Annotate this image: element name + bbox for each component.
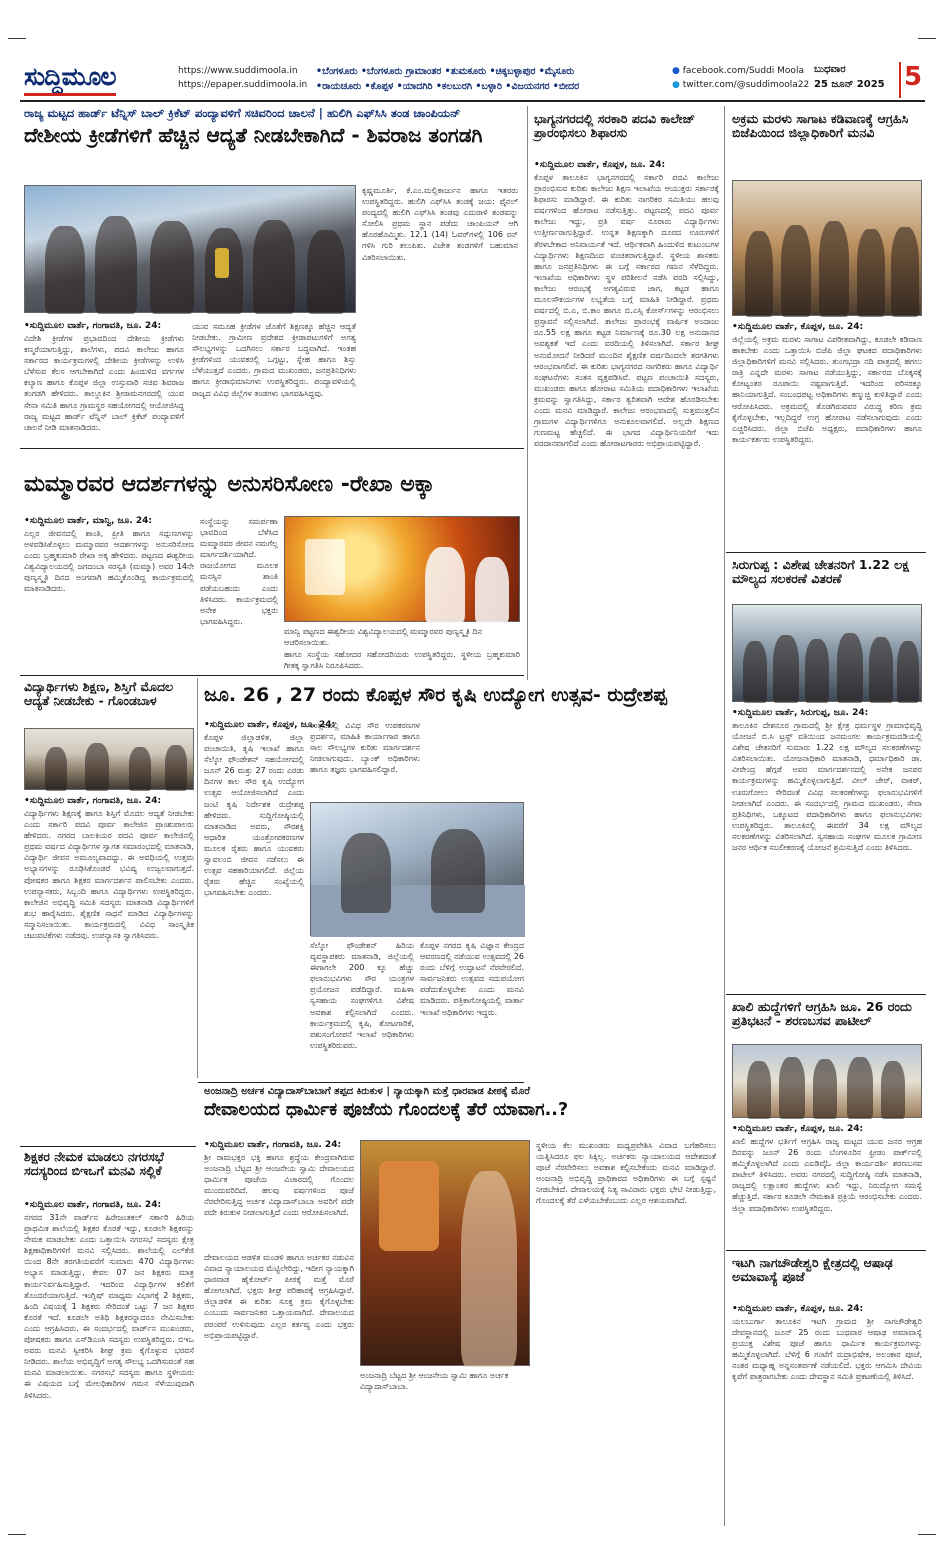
a8-body: ಜಿಲ್ಲೆಯಲ್ಲಿ ಅಕ್ರಮ ಮರಳು ಸಾಗಾಟ ವಿಪರೀತವಾಗಿದ್ದು, ಕೂಡಲೇ ಕಡಿವಾಣ ಹಾಕಬೇಕು ಎಂದು ಒತ್ತಾಯಿಸಿ ಬಿಜೆಪಿ ಜಿಲ್ಲಾ ಘಟಕದ ಪದಾಧಿಕಾರಿಗಳು ಜಿಲ್ಲಾಧಿಕಾರಿಗಳಿಗೆ ಮನವಿ ಸಲ್ಲಿಸಿದರು. ತುಂಗಭದ್ರಾ ನದಿ ಪಾತ್ರದಲ್ಲಿ ಹಗಲು ರಾತ್ರಿ ಎನ್ನದೇ ಮರಳು ಸಾಗಾಟ ನಡೆಯುತ್ತಿದ್ದು, ಸರ್ಕಾರದ ಬೊಕ್ಕಸಕ್ಕೆ ಕೋಟ್ಯಂತರ ರೂಪಾಯಿ ನಷ್ಟವಾಗುತ್ತಿದೆ. ಇದರಿಂದ ಪರಿಸರಕ್ಕೂ ಹಾನಿಯಾಗುತ್ತಿದೆ. ಸಂಬಂಧಪಟ್ಟ ಅಧಿಕಾರಿಗಳು ಕಣ್ಮುಚ್ಚಿ ಕುಳಿತಿದ್ದಾರೆ ಎಂದು ಆರೋಪಿಸಿದರು. ಅಕ್ರಮದಲ್ಲಿ ತೊಡಗಿರುವವರ ವಿರುದ್ಧ ಕಠಿಣ ಕ್ರಮ ಕೈಗೊಳ್ಳಬೇಕು, ಇಲ್ಲದಿದ್ದರೆ ಉಗ್ರ ಹೋರಾಟ ನಡೆಸಲಾಗುವುದು ಎಂದು ಎಚ್ಚರಿಸಿದರು. ಜಿಲ್ಲಾ ಬಿಜೆಪಿ ಅಧ್ಯಕ್ಷರು, ಪದಾಧಿಕಾರಿಗಳು ಹಾಗೂ ಕಾರ್ಯಕರ್ತರು ಉಪಸ್ಥಿತರಿದ್ದರು. xyxy=(732,335,922,444)
a2-bottom-rule xyxy=(20,675,524,676)
a8-byline: •ಸುದ್ದಿಮೂಲ ವಾರ್ತೆ, ಕೊಪ್ಪಳ, ಜೂ. 24: xyxy=(732,322,864,332)
a5-col3: ಸ್ಥಳೀಯ ಕೆಲ ಮುಖಂಡರು ಮಧ್ಯಪ್ರವೇಶಿಸಿ ವಿವಾದ ಬಗೆಹರಿಸಲು ಯತ್ನಿಸಿದರೂ ಫಲ ಸಿಕ್ಕಿಲ್ಲ. ಅರ್ಚಕರು ನ್ಯಾಯಾಲಯದ ಆದೇಶದಂತೆ ಪೂಜೆ ನೆರವೇರಿಸಲು ಅವಕಾಶ ಕಲ್ಪಿಸಬೇಕೆಂದು ಮನವಿ ಮಾಡಿದ್ದಾರೆ. ಅಂಜನಾದ್ರಿ ಅಭಿವೃದ್ಧಿ ಪ್ರಾಧಿಕಾರದ ಅಧಿಕಾರಿಗಳು ಈ ಬಗ್ಗೆ ಸ್ಪಷ್ಟನೆ ನೀಡಬೇಕಿದೆ. ದೇವಾಲಯಕ್ಕೆ ನಿತ್ಯ ಸಾವಿರಾರು ಭಕ್ತರು ಭೇಟಿ ನೀಡುತ್ತಿದ್ದು, ಗೊಂದಲಕ್ಕೆ ತೆರೆ ಎಳೆಯಬೇಕೆಂಬುದು ಎಲ್ಲರ ಆಶಯವಾಗಿದೆ. xyxy=(536,1141,716,1206)
a2-caption: ಮಾನ್ವಿ ಪಟ್ಟಣದ ಈಶ್ವರೀಯ ವಿಶ್ವವಿದ್ಯಾಲಯದಲ್ಲಿ ಮಮ್ಮಾರವರ ಪುಣ್ಯಸ್ಮೃತಿ ದಿನ ಆಚರಿಸಲಾಯಿತು. xyxy=(284,627,483,647)
a9-bottom-rule xyxy=(726,994,926,995)
a5-caption: ಅಂಜನಾದ್ರಿ ಬೆಟ್ಟದ ಶ್ರೀ ಆಂಜನೇಯ ಸ್ವಾಮಿ ಹಾಗೂ ಅರ್ಚಕ ವಿದ್ಯಾದಾಸ್‌ಬಾಬಾ. xyxy=(360,1371,509,1391)
a4-col1: ಕೊಪ್ಪಳ ಜಿಲ್ಲಾಡಳಿತ, ಜಿಲ್ಲಾ ಪಂಚಾಯಿತಿ, ಕೃಷಿ ಇಲಾಖೆ ಹಾಗೂ ಸೆಲ್ಕೋ ಫೌಂಡೇಶನ್ ಸಹಯೋಗದಲ್ಲಿ ಜೂನ್ 26 ಮತ್ತು 27 ರಂದು ಎರಡು ದಿನಗಳ ಕಾಲ ಸೌರ ಕೃಷಿ ಉದ್ಯೋಗ ಉತ್ಸವ ಆಯೋಜಿಸಲಾಗಿದೆ ಎಂದು ಜಂಟಿ ಕೃಷಿ ನಿರ್ದೇಶಕ ರುದ್ರೇಶಪ್ಪ ಹೇಳಿದರು. ಸುದ್ದಿಗೋಷ್ಠಿಯಲ್ಲಿ ಮಾತನಾಡಿದ ಅವರು, ಸೌರಶಕ್ತಿ ಆಧಾರಿತ ಯಂತ್ರೋಪಕರಣಗಳ ಮೂಲಕ ರೈತರು ಹಾಗೂ ಯುವಕರು ಸ್ವಾವಲಂಬಿ ಜೀವನ ನಡೆಸಲು ಈ ಉತ್ಸವ ಸಹಕಾರಿಯಾಗಲಿದೆ. ಜಿಲ್ಲೆಯ ರೈತರು ಹೆಚ್ಚಿನ ಸಂಖ್ಯೆಯಲ್ಲಿ ಭಾಗವಹಿಸಬೇಕು ಎಂದರು. xyxy=(204,733,304,898)
a9-headline: ಸಿರುಗುಪ್ಪ : ವಿಶೇಷ ಚೇತನರಿಗೆ 1.22 ಲಕ್ಷ ಮೌಲ್ಯದ ಸಲಕರಣೆ ವಿತರಣೆ xyxy=(732,557,909,587)
a7-byline: •ಸುದ್ದಿಮೂಲ ವಾರ್ತೆ, ಕೊಪ್ಪಳ, ಜೂ. 24: xyxy=(534,160,666,170)
twitter-icon: ● xyxy=(672,80,680,90)
a4-col3: ಸೆಲ್ಕೋ ಫೌಂಡೇಶನ್ ಹಿರಿಯ ವ್ಯವಸ್ಥಾಪಕರು ಮಾತನಾಡಿ, ಜಿಲ್ಲೆಯಲ್ಲಿ ಈಗಾಗಲೇ 200 ಕ್ಕೂ ಹೆಚ್ಚು ಫಲಾನುಭವಿಗಳು ಸೌರ ಯಂತ್ರಗಳ ಪ್ರಯೋಜನ ಪಡೆದಿದ್ದಾರೆ. ಮಹಿಳಾ ಸ್ವಸಹಾಯ ಸಂಘಗಳಿಗೂ ವಿಶೇಷ ಅವಕಾಶ ಕಲ್ಪಿಸಲಾಗಿದೆ ಎಂದರು. ಕಾರ್ಯಕ್ರಮದಲ್ಲಿ ಕೃಷಿ, ತೋಟಗಾರಿಕೆ, ಪಶುಸಂಗೋಪನೆ ಇಲಾಖೆ ಅಧಿಕಾರಿಗಳು ಉಪಸ್ಥಿತರಿರುವರು. xyxy=(310,941,414,1050)
a3-col-divider xyxy=(197,678,198,1078)
a1-col-right xyxy=(362,185,518,441)
a6-headline: ಶಿಕ್ಷಕರ ನೇಮಕ ಮಾಡಲು ನಗರಸಭೆ ಸದಸ್ಯರಿಂದ ಬಿಇಒಗೆ ಮನವಿ ಸಲ್ಲಿಕೆ xyxy=(24,1149,164,1179)
a2-photo xyxy=(284,516,520,622)
a4-headline: ಜೂ. 26 , 27 ರಂದು ಕೊಪ್ಪಳ ಸೌರ ಕೃಷಿ ಉದ್ಯೋಗ ಉತ್ಸವ- ರುದ್ರೇಶಪ್ಪ xyxy=(204,684,667,706)
a1-photo xyxy=(24,185,356,313)
issue-date xyxy=(814,62,885,92)
a1-bottom-rule xyxy=(20,448,524,449)
a2-headline: ಮಮ್ಮಾರವರ ಆದರ್ಶಗಳನ್ನು ಅನುಸರಿಸೋಣ -ರೇಖಾ ಅಕ್ಕಾ xyxy=(24,472,435,497)
a6-top-rule xyxy=(20,1146,196,1147)
a4-col4: ಕೊಪ್ಪಳ ನಗರದ ಕೃಷಿ ವಿಜ್ಞಾನ ಕೇಂದ್ರದ ಆವರಣದಲ್ಲಿ ನಡೆಯುವ ಉತ್ಸವದಲ್ಲಿ 26 ರಂದು ಬೆಳಿಗ್ಗೆ ಉದ್ಘಾಟನೆ ನೆರವೇರಲಿದೆ. ಸಾರ್ವಜನಿಕರು ಉತ್ಸವದ ಸದುಪಯೋಗ ಪಡೆದುಕೊಳ್ಳಬೇಕು ಎಂದು ಮನವಿ ಮಾಡಿದರು. ಪತ್ರಿಕಾಗೋಷ್ಠಿಯಲ್ಲಿ ವಾರ್ತಾ ಇಲಾಖೆ ಅಧಿಕಾರಿಗಳು ಇದ್ದರು. xyxy=(420,941,524,1017)
a5-col2: ದೇವಾಲಯದ ಆಡಳಿತ ಮಂಡಳಿ ಹಾಗೂ ಅರ್ಚಕರ ನಡುವಿನ ವಿವಾದ ನ್ಯಾಯಾಲಯದ ಮೆಟ್ಟಿಲೇರಿದ್ದು, ಇದೀಗ ನ್ಯಾಯಕ್ಕಾಗಿ ಧಾರವಾಡ ಹೈಕೋರ್ಟ್ ಪೀಠಕ್ಕೆ ಮತ್ತೆ ಮೊರೆ ಹೋಗಲಾಗಿದೆ. ಭಕ್ತರು ಶೀಘ್ರ ಪರಿಹಾರಕ್ಕೆ ಆಗ್ರಹಿಸಿದ್ದಾರೆ. ಜಿಲ್ಲಾಡಳಿತ ಈ ಕುರಿತು ಸೂಕ್ತ ಕ್ರಮ ಕೈಗೊಳ್ಳಬೇಕು ಎಂಬುದು ಸಾರ್ವಜನಿಕರ ಒತ್ತಾಯವಾಗಿದೆ. ದೇವಾಲಯದ ಪರಂಪರೆ ಉಳಿಸುವುದು ಎಲ್ಲರ ಕರ್ತವ್ಯ ಎಂದು ಭಕ್ತರು ಅಭಿಪ್ರಾಯಪಟ್ಟಿದ್ದಾರೆ. xyxy=(204,1253,354,1340)
page-number: 5 xyxy=(899,62,925,98)
masthead xyxy=(0,0,945,100)
issue-day: ಬುಧವಾರ xyxy=(814,64,846,75)
a4-photo xyxy=(310,802,524,936)
col-divider-right xyxy=(724,106,725,1526)
facebook-icon: ● xyxy=(672,66,680,76)
a6-body: ನಗರದ 31ನೇ ವಾರ್ಡ್‌ನ ಹಿರೇಜಂತಕಲ್ ಸರ್ಕಾರಿ ಹಿರಿಯ ಪ್ರಾಥಮಿಕ ಶಾಲೆಯಲ್ಲಿ ಶಿಕ್ಷಕರ ಕೊರತೆ ಇದ್ದು, ಕೂಡಲೇ ಶಿಕ್ಷಕರನ್ನು ನೇಮಕ ಮಾಡಬೇಕು ಎಂದು ಒತ್ತಾಯಿಸಿ ನಗರಸಭೆ ಸದಸ್ಯರು ಕ್ಷೇತ್ರ ಶಿಕ್ಷಣಾಧಿಕಾರಿಗಳಿಗೆ ಮನವಿ ಸಲ್ಲಿಸಿದರು. ಶಾಲೆಯಲ್ಲಿ ಎಲ್‌ಕೆಜಿ ಯಿಂದ 8ನೇ ತರಗತಿಯವರೆಗೆ ಸುಮಾರು 470 ವಿದ್ಯಾರ್ಥಿಗಳು ಅಭ್ಯಾಸ ಮಾಡುತ್ತಿದ್ದು, ಕೇವಲ 07 ಜನ ಶಿಕ್ಷಕರು ಮಾತ್ರ ಕಾರ್ಯನಿರ್ವಹಿಸುತ್ತಿದ್ದಾರೆ. ಇದರಿಂದ ವಿದ್ಯಾರ್ಥಿಗಳ ಕಲಿಕೆಗೆ ತೊಂದರೆಯಾಗುತ್ತಿದೆ. ಇಂಗ್ಲಿಷ್ ಮಾಧ್ಯಮ ವಿಭಾಗಕ್ಕೆ 2 ಶಿಕ್ಷಕರು, ಹಿಂದಿ ವಿಷಯಕ್ಕೆ 1 ಶಿಕ್ಷಕರು ಸೇರಿದಂತೆ ಒಟ್ಟು 7 ಜನ ಶಿಕ್ಷಕರ ಕೊರತೆ ಇದೆ. ಕೂಡಲೇ ಅತಿಥಿ ಶಿಕ್ಷಕರನ್ನಾದರೂ ನೇಮಿಸಬೇಕು ಎಂದು ಆಗ್ರಹಿಸಿದರು. ಈ ಸಂದರ್ಭದಲ್ಲಿ ವಾರ್ಡ್‌ನ ಮುಖಂಡರು, ಪೋಷಕರು ಹಾಗೂ ಎಸ್‌ಡಿಎಂಸಿ ಸದಸ್ಯರು ಉಪಸ್ಥಿತರಿದ್ದರು. ಬಿಇಒ ಅವರು ಮನವಿ ಸ್ವೀಕರಿಸಿ ಶೀಘ್ರ ಕ್ರಮ ಕೈಗೊಳ್ಳುವ ಭರವಸೆ ನೀಡಿದರು. ಶಾಲೆಯ ಅಭಿವೃದ್ಧಿಗೆ ಅಗತ್ಯ ಸೌಲಭ್ಯ ಒದಗಿಸುವಂತೆ ಸಹ ಮನವಿ ಮಾಡಲಾಯಿತು. ನಗರಸಭೆ ಸದಸ್ಯರು ಹಾಗೂ ಸ್ಥಳೀಯರು ಈ ವಿಷಯದ ಬಗ್ಗೆ ಮೇಲಧಿಕಾರಿಗಳ ಗಮನ ಸೆಳೆಯುವುದಾಗಿ ತಿಳಿಸಿದರು. xyxy=(24,1213,194,1400)
crop-mark-bottom-right xyxy=(918,1534,936,1535)
a1-col1: ವಿದೇಶಿ ಕ್ರೀಡೆಗಳ ಪ್ರಭಾವದಿಂದ ದೇಶೀಯ ಕ್ರೀಡೆಗಳು ಕಣ್ಮರೆಯಾಗುತ್ತಿದ್ದು, ಶಾಲೆಗಳು, ಪದವಿ ಕಾಲೇಜು ಹಾಗೂ ಸರ್ಕಾರದ ಕಾರ್ಯಕ್ರಮಗಳಲ್ಲಿ ದೇಶೀಯ ಕ್ರೀಡೆಗಳನ್ನು ಉಳಿಸಿ ಬೆಳೆಸುವ ಕೆಲಸ ಆಗಬೇಕಾಗಿದೆ ಎಂದು ಹಿಂದುಳಿದ ವರ್ಗಗಳ ಕಲ್ಯಾಣ ಹಾಗೂ ಕೊಪ್ಪಳ ಜಿಲ್ಲಾ ಉಸ್ತುವಾರಿ ಸಚಿವ ಶಿವರಾಜ ತಂಗಡಗಿ ಹೇಳಿದರು. ತಾಲ್ಲೂಕಿನ ಶ್ರೀರಾಮನಗರದಲ್ಲಿ ಯುವ ಸೇನಾ ಸಮಿತಿ ಹಾಗೂ ಗ್ರಾಮಸ್ಥರ ಸಹಯೋಗದಲ್ಲಿ ಆಯೋಜಿಸಿದ್ದ ರಾಜ್ಯ ಮಟ್ಟದ ಹಾರ್ಡ್ ಟೆನ್ನಿಸ್ ಬಾಲ್ ಕ್ರಿಕೆಟ್ ಪಂದ್ಯಾವಳಿಗೆ ಚಾಲನೆ ನೀಡಿ ಮಾತನಾಡಿದರು. xyxy=(24,334,184,432)
issue-date-text: 25 ಜೂನ್ 2025 xyxy=(814,79,885,90)
a1-kicker: ರಾಜ್ಯ ಮಟ್ಟದ ಹಾರ್ಡ್ ಟೆನ್ನಿಸ್ ಬಾಲ್ ಕ್ರಿಕೆಟ್ ಪಂದ್ಯಾವಳಿಗೆ ಸಚಿವರಿಂದ ಚಾಲನೆ | ಹುಲಿಗಿ ಎಫ್‌ಸಿಸಿ ತಂಡ ಚಾಂಪಿಯನ್ xyxy=(24,106,461,120)
cities-row-2: •ರಾಯಚೂರು •ಕೊಪ್ಪಳ •ಯಾದಗಿರಿ •ಕಲಬುರಗಿ •ಬಳ್ಳಾರಿ •ವಿಜಯನಗರ •ಬೀದರ xyxy=(316,81,580,92)
a9-byline: •ಸುದ್ದಿಮೂಲ ವಾರ್ತೆ, ಸಿರುಗುಪ್ಪ, ಜೂ. 24: xyxy=(732,708,869,718)
crop-mark-bottom-left xyxy=(8,1534,26,1535)
a1-col3: ಕೃಷ್ಣಮೂರ್ತಿ, ಕೆ.ಎಂ.ಮಲ್ಲಿಕಾರ್ಜುನ ಹಾಗೂ ಇತರರು ಉಪಸ್ಥಿತರಿದ್ದರು. ಹುಲಿಗಿ ಎಫ್‌ಸಿಸಿ ತಂಡಕ್ಕೆ ಜಯ: ಫೈನಲ್ ಪಂದ್ಯದಲ್ಲಿ ಹುಲಿಗಿ ಎಫ್‌ಸಿಸಿ ತಂಡವು ಎದುರಾಳಿ ತಂಡವನ್ನು ಸೋಲಿಸಿ ಪ್ರಥಮ ಸ್ಥಾನ ಪಡೆದು ಚಾಂಪಿಯನ್ ಆಗಿ ಹೊರಹೊಮ್ಮಿತು. 12.1 (14) ಓವರ್‌ಗಳಲ್ಲಿ 106 ರನ್ ಗಳಿಸಿ ಗುರಿ ತಲುಪಿತು. ವಿಜೇತ ತಂಡಗಳಿಗೆ ಬಹುಮಾನ ವಿತರಿಸಲಾಯಿತು. xyxy=(362,186,518,262)
a3-body: ವಿದ್ಯಾರ್ಥಿಗಳು ಶಿಕ್ಷಣಕ್ಕೆ ಹಾಗೂ ಶಿಸ್ತಿಗೆ ಮೊದಲ ಆದ್ಯತೆ ನೀಡಬೇಕು ಎಂದು ಸರ್ಕಾರಿ ಪದವಿ ಪೂರ್ವ ಕಾಲೇಜಿನ ಪ್ರಾಂಶುಪಾಲರು ಹೇಳಿದರು. ನಗರದ ಬಾಲಕಿಯರ ಪದವಿ ಪೂರ್ವ ಕಾಲೇಜಿನಲ್ಲಿ ಪ್ರಥಮ ವರ್ಷದ ವಿದ್ಯಾರ್ಥಿಗಳ ಸ್ವಾಗತ ಸಮಾರಂಭದಲ್ಲಿ ಮಾತನಾಡಿ, ವಿದ್ಯಾರ್ಥಿ ಜೀವನ ಅಮೂಲ್ಯವಾದದ್ದು. ಈ ಅವಧಿಯಲ್ಲಿ ಉತ್ತಮ ಅಭ್ಯಾಸಗಳನ್ನು ರೂಢಿಸಿಕೊಂಡರೆ ಭವಿಷ್ಯ ಉಜ್ವಲವಾಗುತ್ತದೆ. ಪೋಷಕರ ಹಾಗೂ ಶಿಕ್ಷಕರ ಮಾರ್ಗದರ್ಶನ ಪಾಲಿಸಬೇಕು ಎಂದರು. ಉಪನ್ಯಾಸಕರು, ಸಿಬ್ಬಂದಿ ಹಾಗೂ ವಿದ್ಯಾರ್ಥಿಗಳು ಉಪಸ್ಥಿತರಿದ್ದರು. ಕಾಲೇಜಿನ ಅಭಿವೃದ್ಧಿ ಸಮಿತಿ ಸದಸ್ಯರು ಮಾತನಾಡಿ ವಿದ್ಯಾರ್ಥಿಗಳಿಗೆ ಶುಭ ಹಾರೈಸಿದರು. ಶೈಕ್ಷಣಿಕ ಸಾಧನೆ ಮಾಡಿದ ವಿದ್ಯಾರ್ಥಿಗಳನ್ನು ಸನ್ಮಾನಿಸಲಾಯಿತು. ಕಾರ್ಯಕ್ರಮದಲ್ಲಿ ವಿವಿಧ ಸಾಂಸ್ಕೃತಿಕ ಚಟುವಟಿಕೆಗಳು ನಡೆದವು. ಉಪನ್ಯಾಸಕಿ ಸ್ವಾಗತಿಸಿದರು. xyxy=(24,809,194,941)
a5-byline: •ಸುದ್ದಿಮೂಲ ವಾರ್ತೆ, ಗಂಗಾವತಿ, ಜೂ. 24: xyxy=(204,1140,342,1150)
a10-byline: •ಸುದ್ದಿಮೂಲ ವಾರ್ತೆ, ಕೊಪ್ಪಳ, ಜೂ. 24: xyxy=(732,1124,864,1134)
a2-byline: •ಸುದ್ದಿಮೂಲ ವಾರ್ತೆ, ಮಾನ್ವಿ, ಜೂ. 24: xyxy=(24,516,152,526)
a4-byline: •ಸುದ್ದಿಮೂಲ ವಾರ್ತೆ, ಕೊಪ್ಪಳ, ಜೂ. 24: xyxy=(204,720,336,730)
a9-photo xyxy=(732,604,922,702)
a5-photo xyxy=(360,1140,530,1366)
a1-byline: •ಸುದ್ದಿಮೂಲ ವಾರ್ತೆ, ಗಂಗಾವತಿ, ಜೂ. 24: xyxy=(24,321,162,331)
a5-col1: ಶ್ರೀ ರಾಮಭಕ್ತರ ಭಕ್ತಿ ಹಾಗೂ ಶ್ರದ್ಧೆಯ ಕೇಂದ್ರವಾಗಿರುವ ಅಂಜನಾದ್ರಿ ಬೆಟ್ಟದ ಶ್ರೀ ಆಂಜನೇಯ ಸ್ವಾಮಿ ದೇವಾಲಯದ ಧಾರ್ಮಿಕ ಪೂಜೆಯ ವಿಚಾರದಲ್ಲಿ ಗೊಂದಲ ಮುಂದುವರಿದಿದೆ. ಹಲವು ವರ್ಷಗಳಿಂದ ಪೂಜೆ ನೆರವೇರಿಸುತ್ತಿದ್ದ ಅರ್ಚಕ ವಿದ್ಯಾದಾಸ್‌ಬಾಬಾ ಅವರಿಗೆ ಪದೇ ಪದೇ ಕಿರುಕುಳ ನೀಡಲಾಗುತ್ತಿದೆ ಎಂದು ಆರೋಪಿಸಲಾಗಿದೆ. xyxy=(204,1153,354,1218)
a10-headline: ಖಾಲಿ ಹುದ್ದೆಗಳಿಗೆ ಆಗ್ರಹಿಸಿ ಜೂ. 26 ರಂದು ಪ್ರತಿಭಟನೆ - ಶರಣಬಸವ ಪಾಟೀಲ್ xyxy=(732,999,912,1029)
a8-photo xyxy=(732,180,922,316)
a8-bottom-rule xyxy=(726,552,926,553)
a3-headline: ವಿದ್ಯಾರ್ಥಿಗಳು ಶಿಕ್ಷಣ, ಶಿಸ್ತಿಗೆ ಮೊದಲ ಆದ್ಯತೆ ನೀಡಬೇಕು - ಗೊಂಡಬಾಳ xyxy=(24,679,174,709)
a4-bottom-rule xyxy=(198,1082,524,1083)
social-links xyxy=(672,64,809,92)
a7-body: ಕೊಪ್ಪಳ ತಾಲೂಕಿನ ಭಾಗ್ಯನಗರದಲ್ಲಿ ಸರ್ಕಾರಿ ಪದವಿ ಕಾಲೇಜು ಪ್ರಾರಂಭಿಸುವ ಕುರಿತು ಕಾಲೇಜು ಶಿಕ್ಷಣ ಇಲಾಖೆಯ ಆಯುಕ್ತರು ಸರ್ಕಾರಕ್ಕೆ ಶಿಫಾರಸು ಮಾಡಿದ್ದಾರೆ. ಈ ಕುರಿತು ನಾಗರಿಕರ ಸಮಿತಿಯು ಹಲವು ವರ್ಷಗಳಿಂದ ಹೋರಾಟ ನಡೆಸುತ್ತಿತ್ತು. ಪಟ್ಟಣದಲ್ಲಿ ಪದವಿ ಪೂರ್ವ ಕಾಲೇಜು ಇದ್ದು, ಪ್ರತಿ ವರ್ಷ ನೂರಾರು ವಿದ್ಯಾರ್ಥಿಗಳು ಉತ್ತೀರ್ಣರಾಗುತ್ತಿದ್ದಾರೆ. ಉನ್ನತ ಶಿಕ್ಷಣಕ್ಕಾಗಿ ದೂರದ ಊರುಗಳಿಗೆ ತೆರಳಬೇಕಾದ ಅನಿವಾರ್ಯತೆ ಇದೆ. ಆರ್ಥಿಕವಾಗಿ ಹಿಂದುಳಿದ ಕುಟುಂಬಗಳ ವಿದ್ಯಾರ್ಥಿಗಳು ಶಿಕ್ಷಣದಿಂದ ವಂಚಿತರಾಗುತ್ತಿದ್ದಾರೆ. ಸ್ಥಳೀಯ ಶಾಸಕರು ಹಾಗೂ ಜನಪ್ರತಿನಿಧಿಗಳು ಈ ಬಗ್ಗೆ ಸರ್ಕಾರದ ಗಮನ ಸೆಳೆದಿದ್ದರು. ಇಲಾಖೆಯ ಅಧಿಕಾರಿಗಳು ಸ್ಥಳ ಪರಿಶೀಲನೆ ನಡೆಸಿ ವರದಿ ಸಲ್ಲಿಸಿದ್ದು, ಕಾಲೇಜು ಆರಂಭಕ್ಕೆ ಅಗತ್ಯವಿರುವ ಜಾಗ, ಕಟ್ಟಡ ಹಾಗೂ ಮೂಲಸೌಕರ್ಯಗಳ ಲಭ್ಯತೆಯ ಬಗ್ಗೆ ಮಾಹಿತಿ ನೀಡಿದ್ದಾರೆ. ಪ್ರಥಮ ವರ್ಷದಲ್ಲಿ ಬಿ.ಎ, ಬಿ.ಕಾಂ ಹಾಗೂ ಬಿ.ಎಸ್ಸಿ ಕೋರ್ಸ್‌ಗಳನ್ನು ಆರಂಭಿಸಲು ಪ್ರಸ್ತಾವನೆ ಸಲ್ಲಿಸಲಾಗಿದೆ. ಕಾಲೇಜು ಪ್ರಾರಂಭಕ್ಕೆ ವಾರ್ಷಿಕ ಅಂದಾಜು ರೂ.55 ಲಕ್ಷ ಹಾಗೂ ಕಟ್ಟಡ ನಿರ್ಮಾಣಕ್ಕೆ ರೂ.30 ಲಕ್ಷ ಅನುದಾನದ ಅವಶ್ಯಕತೆ ಇದೆ ಎಂದು ವರದಿಯಲ್ಲಿ ತಿಳಿಸಲಾಗಿದೆ. ಸರ್ಕಾರ ಶೀಘ್ರ ಅನುಮೋದನೆ ನೀಡಿದರೆ ಮುಂದಿನ ಶೈಕ್ಷಣಿಕ ವರ್ಷದಿಂದಲೇ ತರಗತಿಗಳು ಆರಂಭವಾಗಲಿವೆ. ಈ ಕುರಿತು ಭಾಗ್ಯನಗರದ ನಾಗರಿಕರು ಹಾಗೂ ವಿದ್ಯಾರ್ಥಿ ಸಂಘಟನೆಗಳು ಸಂತಸ ವ್ಯಕ್ತಪಡಿಸಿವೆ. ಪಟ್ಟಣ ಪಂಚಾಯಿತಿ ಸದಸ್ಯರು, ಮುಖಂಡರು ಹಾಗೂ ಹೋರಾಟ ಸಮಿತಿಯ ಪದಾಧಿಕಾರಿಗಳು ಇಲಾಖೆಯ ಕ್ರಮವನ್ನು ಸ್ವಾಗತಿಸಿದ್ದು, ಸರ್ಕಾರ ತ್ವರಿತವಾಗಿ ಆದೇಶ ಹೊರಡಿಸಬೇಕು ಎಂದು ಮನವಿ ಮಾಡಿದ್ದಾರೆ. ಕಾಲೇಜು ಆರಂಭವಾದಲ್ಲಿ ಸುತ್ತಮುತ್ತಲಿನ ಗ್ರಾಮಗಳ ವಿದ್ಯಾರ್ಥಿಗಳಿಗೂ ಅನುಕೂಲವಾಗಲಿದೆ. ಅಲ್ಲದೇ ಶಿಕ್ಷಣದ ಗುಣಮಟ್ಟ ಹೆಚ್ಚಲಿದೆ. ಈ ಭಾಗದ ವಿದ್ಯಾರ್ಥಿನಿಯರಿಗೆ ಇದು ವರದಾನವಾಗಲಿದೆ ಎಂದು ಹೋರಾಟಗಾರರು ಅಭಿಪ್ರಾಯಪಟ್ಟಿದ್ದಾರೆ. xyxy=(534,173,719,449)
masthead-urls xyxy=(178,64,307,92)
a2-col2: ಸಂಸ್ಥೆಯನ್ನು ಸಮರ್ಪಣಾ ಭಾವದಿಂದ ಬೆಳೆಸಿದ ಮಮ್ಮಾರವರ ಜೀವನ ನಮಗೆಲ್ಲ ಮಾರ್ಗದರ್ಶಿಯಾಗಿದೆ. ರಾಜಯೋಗದ ಮೂಲಕ ಮನಸ್ಸಿನ ಶಾಂತಿ ಪಡೆಯಬಹುದು ಎಂದು ತಿಳಿಸಿದರು. ಕಾರ್ಯಕ್ರಮದಲ್ಲಿ ಅನೇಕ ಭಕ್ತರು ಭಾಗವಹಿಸಿದ್ದರು. xyxy=(200,517,278,626)
a9-body: ತಾಲೂಕಿನ ದೇಶನೂರ ಗ್ರಾಮದಲ್ಲಿ ಶ್ರೀ ಕ್ಷೇತ್ರ ಧರ್ಮಸ್ಥಳ ಗ್ರಾಮಾಭಿವೃದ್ಧಿ ಯೋಜನೆ ಬಿ.ಸಿ ಟ್ರಸ್ಟ್ ವತಿಯಿಂದ ಜನಮಂಗಲ ಕಾರ್ಯಕ್ರಮದಡಿಯಲ್ಲಿ ವಿಶೇಷ ಚೇತನರಿಗೆ ಸುಮಾರು 1.22 ಲಕ್ಷ ಮೌಲ್ಯದ ಸಲಕರಣೆಗಳನ್ನು ವಿತರಿಸಲಾಯಿತು. ಯೋಜನಾಧಿಕಾರಿ ಮಾತನಾಡಿ, ಧರ್ಮಾಧಿಕಾರಿ ಡಾ. ವೀರೇಂದ್ರ ಹೆಗ್ಗಡೆ ಅವರ ಮಾರ್ಗದರ್ಶನದಲ್ಲಿ ಅನೇಕ ಜನಪರ ಕಾರ್ಯಕ್ರಮಗಳನ್ನು ಹಮ್ಮಿಕೊಳ್ಳಲಾಗುತ್ತಿದೆ. ವೀಲ್ ಚೇರ್, ವಾಕರ್, ಊರುಗೋಲು ಸೇರಿದಂತೆ ವಿವಿಧ ಸಲಕರಣೆಗಳನ್ನು ಫಲಾನುಭವಿಗಳಿಗೆ ನೀಡಲಾಗಿದೆ ಎಂದರು. ಈ ಸಂದರ್ಭದಲ್ಲಿ ಗ್ರಾಮದ ಮುಖಂಡರು, ಸೇವಾ ಪ್ರತಿನಿಧಿಗಳು, ಒಕ್ಕೂಟದ ಪದಾಧಿಕಾರಿಗಳು ಹಾಗೂ ಫಲಾನುಭವಿಗಳು ಉಪಸ್ಥಿತರಿದ್ದರು. ತಾಲೂಕಿನಲ್ಲಿ ಈವರೆಗೆ 34 ಲಕ್ಷ ಮೌಲ್ಯದ ಸಲಕರಣೆಗಳನ್ನು ವಿತರಿಸಲಾಗಿದೆ. ಸ್ವಸಹಾಯ ಸಂಘಗಳ ಮೂಲಕ ಗ್ರಾಮೀಣ ಜನರ ಆರ್ಥಿಕ ಸಬಲೀಕರಣಕ್ಕೆ ಯೋಜನೆ ಶ್ರಮಿಸುತ್ತಿದೆ ಎಂದು ತಿಳಿಸಿದರು. xyxy=(732,721,922,853)
a2-col3: ಹಾಗೂ ಸಂಸ್ಥೆಯ ಸಹೋದರ ಸಹೋದರಿಯರು ಉಪಸ್ಥಿತರಿದ್ದರು. ಸ್ಥಳೀಯ ಬ್ರಹ್ಮಕುಮಾರಿ ಗೀತಕ್ಕ ಸ್ವಾಗತಿಸಿ ನಿರೂಪಿಸಿದರು. xyxy=(284,650,520,671)
a6-byline: •ಸುದ್ದಿಮೂಲ ವಾರ್ತೆ, ಗಂಗಾವತಿ, ಜೂ. 24: xyxy=(24,1200,162,1210)
website-link[interactable]: https://www.suddimoola.in xyxy=(178,66,298,76)
a11-headline: ಇಟಗಿ ನಾಗಚೌಡೇಶ್ವರಿ ಕ್ಷೇತ್ರದಲ್ಲಿ ಆಷಾಢ ಅಮಾವಾಸ್ಯೆ ಪೂಜೆ xyxy=(732,1255,893,1285)
a3-photo xyxy=(24,728,194,790)
epaper-link[interactable]: https://epaper.suddimoola.in xyxy=(178,80,308,90)
a10-photo xyxy=(732,1044,922,1118)
a8-headline: ಅಕ್ರಮ ಮರಳು ಸಾಗಾಟ ಕಡಿವಾಣಕ್ಕೆ ಆಗ್ರಹಿಸಿ ಬಿಜೆಪಿಯಿಂದ ಜಿಲ್ಲಾಧಿಕಾರಿಗೆ ಮನವಿ xyxy=(732,111,909,141)
brand-logo: ಸುದ್ದಿಮೂಲ xyxy=(24,62,116,91)
a11-byline: •ಸುದ್ದಿಮೂಲ ವಾರ್ತೆ, ಕೊಪ್ಪಳ, ಜೂ. 24: xyxy=(732,1304,864,1314)
a4-col2: ಉತ್ಸವದಲ್ಲಿ ವಿವಿಧ ಸೌರ ಉಪಕರಣಗಳ ಪ್ರದರ್ಶನ, ಮಾಹಿತಿ ಕಾರ್ಯಾಗಾರ ಹಾಗೂ ಸಾಲ ಸೌಲಭ್ಯಗಳ ಕುರಿತು ಮಾರ್ಗದರ್ಶನ ನೀಡಲಾಗುವುದು. ಬ್ಯಾಂಕ್ ಅಧಿಕಾರಿಗಳು ಹಾಗೂ ತಜ್ಞರು ಭಾಗವಹಿಸಲಿದ್ದಾರೆ. xyxy=(310,721,420,775)
masthead-rule xyxy=(20,100,925,102)
a1-headline: ದೇಶೀಯ ಕ್ರೀಡೆಗಳಿಗೆ ಹೆಚ್ಚಿನ ಆದ್ಯತೆ ನೀಡಬೇಕಾಗಿದೆ - ಶಿವರಾಜ ತಂಗಡಗಿ xyxy=(24,123,483,147)
twitter-link[interactable]: ● twitter.com/@suddimoola22 xyxy=(672,80,810,90)
facebook-link[interactable]: ● facebook.com/Suddi Moola xyxy=(672,66,804,76)
a7-headline: ಭಾಗ್ಯನಗರದಲ್ಲಿ ಸರಕಾರಿ ಪದವಿ ಕಾಲೇಜ್ ಪ್ರಾರಂಭಿಸಲು ಶಿಫಾರಸು xyxy=(534,111,696,141)
cities-row-1: •ಬೆಂಗಳೂರು •ಬೆಂಗಳೂರು ಗ್ರಾಮಾಂತರ •ತುಮಕೂರು •ಚಿಕ್ಕಬಳ್ಳಾಪುರ •ಮೈಸೂರು xyxy=(316,66,575,77)
a3-byline: •ಸುದ್ದಿಮೂಲ ವಾರ್ತೆ, ಗಂಗಾವತಿ, ಜೂ. 24: xyxy=(24,796,162,806)
a10-bottom-rule xyxy=(726,1250,926,1251)
a2-col1: ಎಲ್ಲರ ಜೀವನದಲ್ಲಿ ಶಾಂತಿ, ಪ್ರೀತಿ ಹಾಗೂ ಸದ್ಗುಣಗಳನ್ನು ಅಳವಡಿಸಿಕೊಳ್ಳಲು ಮಮ್ಮಾರವರ ಆದರ್ಶಗಳನ್ನು ಅನುಸರಿಸೋಣ ಎಂದು ಬ್ರಹ್ಮಕುಮಾರಿ ರೇಖಾ ಅಕ್ಕ ಹೇಳಿದರು. ಪಟ್ಟಣದ ಈಶ್ವರೀಯ ವಿಶ್ವವಿದ್ಯಾಲಯದಲ್ಲಿ ಜಗದಂಬಾ ಸರಸ್ವತಿ (ಮಮ್ಮಾ) ಅವರ 14ನೇ ಪುಣ್ಯಸ್ಮೃತಿ ದಿನದ ಅಂಗವಾಗಿ ಹಮ್ಮಿಕೊಂಡಿದ್ದ ಕಾರ್ಯಕ್ರಮದಲ್ಲಿ ಮಾತನಾಡಿದರು. xyxy=(24,529,194,594)
a10-body: ಖಾಲಿ ಹುದ್ದೆಗಳ ಭರ್ತಿಗೆ ಆಗ್ರಹಿಸಿ ರಾಜ್ಯ ಮಟ್ಟದ ಯುವ ಜನರ ಆಗ್ರಹ ದಿನವನ್ನು ಜೂನ್ 26 ರಂದು ಬೆಂಗಳೂರಿನ ಫ್ರೀಡಂ ಪಾರ್ಕ್‌ನಲ್ಲಿ ಹಮ್ಮಿಕೊಳ್ಳಲಾಗಿದೆ ಎಂದು ಎಐಡಿವೈಓ ಜಿಲ್ಲಾ ಕಾರ್ಯದರ್ಶಿ ಶರಣಬಸವ ಪಾಟೀಲ್ ತಿಳಿಸಿದರು. ಅವರು ನಗರದಲ್ಲಿ ಸುದ್ದಿಗೋಷ್ಠಿ ನಡೆಸಿ ಮಾತನಾಡಿ, ರಾಜ್ಯದಲ್ಲಿ ಲಕ್ಷಾಂತರ ಹುದ್ದೆಗಳು ಖಾಲಿ ಇದ್ದು, ನಿರುದ್ಯೋಗ ಸಮಸ್ಯೆ ಹೆಚ್ಚುತ್ತಿದೆ. ಸರ್ಕಾರ ಕೂಡಲೇ ನೇಮಕಾತಿ ಪ್ರಕ್ರಿಯೆ ಆರಂಭಿಸಬೇಕು ಎಂದರು. ಜಿಲ್ಲಾ ಪದಾಧಿಕಾರಿಗಳು ಉಪಸ್ಥಿತರಿದ್ದರು. xyxy=(732,1137,922,1213)
a5-headline: ದೇವಾಲಯದ ಧಾರ್ಮಿಕ ಪೂಜೆಯ ಗೊಂದಲಕ್ಕೆ ತೆರೆ ಯಾವಾಗ..? xyxy=(204,1100,569,1120)
a5-kicker: ಅಂಜನಾದ್ರಿ ಅರ್ಚಕ ವಿದ್ಯಾದಾಸ್‌ಬಾಬಾಗೆ ತಪ್ಪದ ಕಿರುಕುಳ | ನ್ಯಾಯಕ್ಕಾಗಿ ಮತ್ತೆ ಧಾರವಾಡ ಪೀಠಕ್ಕೆ ಮೊರೆ xyxy=(204,1086,530,1097)
a11-body: ಯಲಬುರ್ಗಾ ತಾಲೂಕಿನ ಇಟಗಿ ಗ್ರಾಮದ ಶ್ರೀ ನಾಗಚೌಡೇಶ್ವರಿ ದೇವಸ್ಥಾನದಲ್ಲಿ ಜೂನ್ 25 ರಂದು ಬುಧವಾರ ಆಷಾಢ ಅಮಾವಾಸ್ಯೆ ಪ್ರಯುಕ್ತ ವಿಶೇಷ ಪೂಜೆ ಹಾಗೂ ಧಾರ್ಮಿಕ ಕಾರ್ಯಕ್ರಮಗಳನ್ನು ಹಮ್ಮಿಕೊಳ್ಳಲಾಗಿದೆ. ಬೆಳಿಗ್ಗೆ 6 ಗಂಟೆಗೆ ರುದ್ರಾಭಿಷೇಕ, ಅಲಂಕಾರ ಪೂಜೆ, ನಂತರ ಮಧ್ಯಾಹ್ನ ಅನ್ನಸಂತರ್ಪಣೆ ನಡೆಯಲಿದೆ. ಭಕ್ತರು ಆಗಮಿಸಿ ದೇವಿಯ ಕೃಪೆಗೆ ಪಾತ್ರರಾಗಬೇಕು ಎಂದು ದೇವಸ್ಥಾನ ಸಮಿತಿ ಪ್ರಕಟಣೆಯಲ್ಲಿ ತಿಳಿಸಿದೆ. xyxy=(732,1317,922,1382)
a1-col2: ಯುವ ಸಮೂಹ ಕ್ರೀಡೆಗಳ ಜೊತೆಗೆ ಶಿಕ್ಷಣಕ್ಕೂ ಹೆಚ್ಚಿನ ಆದ್ಯತೆ ನೀಡಬೇಕು. ಗ್ರಾಮೀಣ ಪ್ರದೇಶದ ಕ್ರೀಡಾಪಟುಗಳಿಗೆ ಅಗತ್ಯ ಸೌಲಭ್ಯಗಳನ್ನು ಒದಗಿಸಲು ಸರ್ಕಾರ ಬದ್ಧವಾಗಿದೆ. ಇಂತಹ ಕ್ರೀಡೆಗಳಿಂದ ಯುವಕರಲ್ಲಿ ಒಗ್ಗಟ್ಟು, ಸ್ನೇಹ ಹಾಗೂ ಶಿಸ್ತು ಬೆಳೆಯುತ್ತದೆ ಎಂದರು. ಗ್ರಾಮದ ಮುಖಂಡರು, ಜನಪ್ರತಿನಿಧಿಗಳು ಹಾಗೂ ಕ್ರೀಡಾಭಿಮಾನಿಗಳು ಉಪಸ್ಥಿತರಿದ್ದರು. ಪಂದ್ಯಾವಳಿಯಲ್ಲಿ ರಾಜ್ಯದ ವಿವಿಧ ಜಿಲ್ಲೆಗಳ ತಂಡಗಳು ಭಾಗವಹಿಸಿದ್ದವು. xyxy=(192,322,356,398)
edition-cities xyxy=(316,64,579,94)
col-divider-middle xyxy=(527,106,528,680)
